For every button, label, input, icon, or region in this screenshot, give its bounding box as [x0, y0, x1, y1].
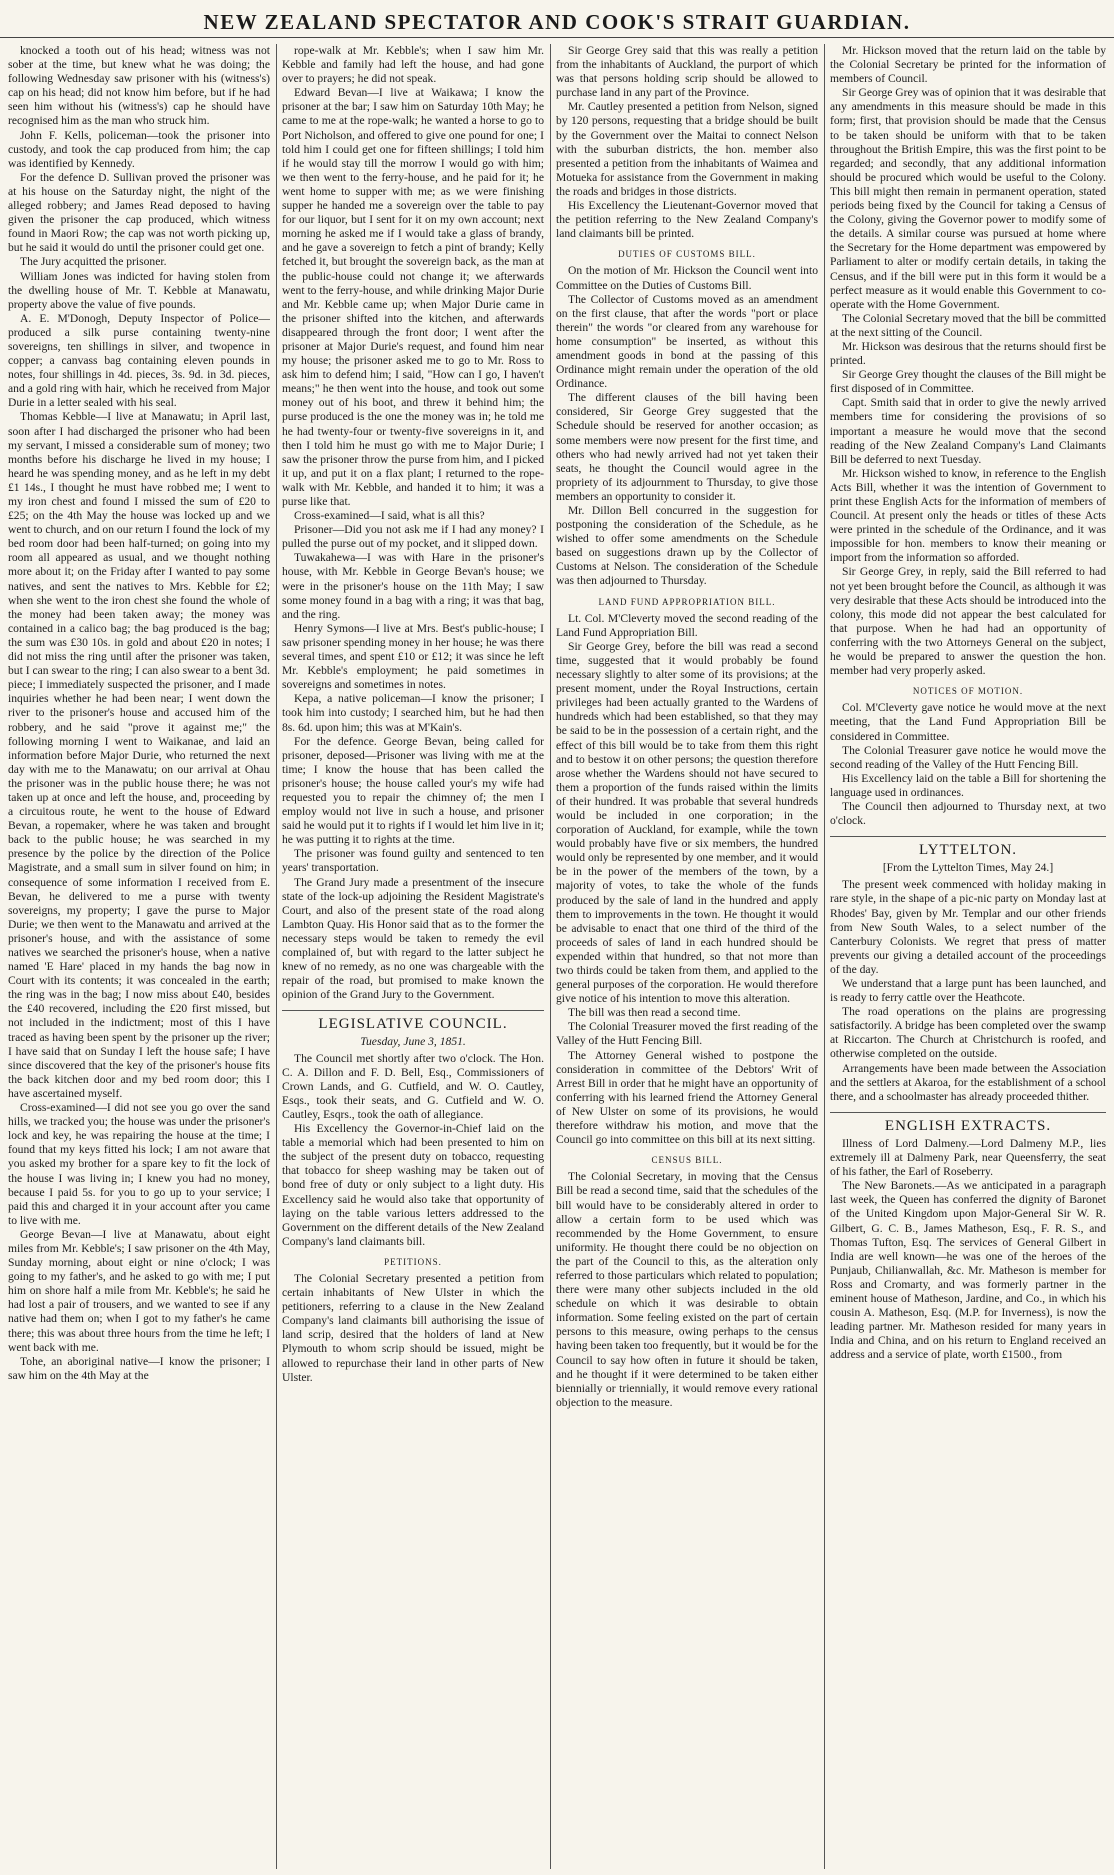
paragraph: Thomas Kebble—I live at Manawatu; in April last, soon after I had discharged the prisoner who had been my servant, I missed a considerable sum of money; two months before his discharge he lived in my house; I heard he was spending money, and as he left in my debt £1 14s., I thought he must have robbed me; I went to my iron chest and found I missed the sum of £20 to £25; on the 4th May the house was locked up and we went to church, and on our return I found the lock of my bed room door had been half-turned; on going into my room all appeared as usual, and we thought nothing more about it; on the Friday after I wanted to pay some natives, and sent the natives to Mrs. Kebble for £2; when she went to the iron chest she found the whole of the money had been taken away; the money was contained in a calico bag; the bag produced is the bag; the sum was £30 10s. in gold and about £20 in notes; I did not miss the ring until after the prisoner was taken, but I can swear to the ring; I can also swear to a bent 3d. piece; I immediately suspected the prisoner, and I made inquiries whether he had been near; I went down the river to the prisoner's house and accused him of the robbery, and he said "prove it against me;" the following morning I went to Waikanae, and laid an information before Major Durie, who returned the next day with me to the Manawatu; on our arrival at Ohau the prisoner was in the public house there; he was not taken up at once and left the house, and, proceeding by a circuitous route, he went to the house of Edward Bevan, a ropemaker, where he was taken and brought back to the public house; he was searched in my presence by the police by the direction of the Police Magistrate, and a small sum in silver found on him; in consequence of some information I received from E. Bevan, he delivered to me a purse with twenty sovereigns, my property; I gave the purse to Major Durie; we then went to the Manawatu and arrived at the prisoner's house, and with the assistance of some natives we searched the prisoner's house, when a native named 'E Hare' placed in my hands the bag now in Court with its contents; it was concealed in the earth; the ring was in the bag; I now miss about £40, besides the £40 recovered, including the £20 first missed, but not included in the indictment; most of this I have traced as having been spent by the prisoner up the river; I have said that on Sunday I left the house safe; I have since discovered that the key of the prisoner's house fits the back kitchen door and my bed room door; this I have ascertained myself.: [8, 410, 270, 1100]
paragraph: The Colonial Secretary moved that the bill be committed at the next sitting of the Council.: [830, 311, 1106, 339]
paragraph: Tohe, an aboriginal native—I know the prisoner; I saw him on the 4th May at the: [8, 1354, 270, 1382]
paragraph: We understand that a large punt has been launched, and is ready to ferry cattle over the Heathcote.: [830, 977, 1106, 1005]
column-4: [830, 44, 1106, 1869]
paragraph: The Jury acquitted the prisoner.: [20, 255, 167, 269]
paragraph: A. E. M'Donogh, Deputy Inspector of Police—produced a silk purse containing twenty-nine sovereigns, ten shillings in silver, and twopence in copper; a canvass bag containing eleven pounds in notes, four shillings in 4d. pieces, 3s. 9d. in 3d. pieces, and a gold ring with hair, which he received from Major Durie in a letter sealed with his seal.: [8, 311, 270, 410]
subheading-customs-bill: DUTIES OF CUSTOMS BILL.: [618, 249, 756, 260]
paragraph: Sir George Grey thought the clauses of the Bill might be first disposed of in Committee.: [830, 368, 1106, 396]
paragraph: The Colonial Secretary presented a petition from certain inhabitants of New Ulster in which the petitioners, referring to a clause in the New Zealand Company's land claimants bill authorising the issue of land scrip, desired that the holders of land at New Plymouth to whom scrip should be issued, might be allowed to repurchase their land in other parts of New Ulster.: [282, 1271, 544, 1384]
paragraph: Cross-examined—I said, what is all this?: [294, 509, 485, 523]
paragraph: His Excellency laid on the table a Bill for shortening the language used in ordinances.: [830, 771, 1106, 799]
dateline: Tuesday, June 3, 1851.: [360, 1035, 466, 1049]
subheading-petitions: PETITIONS.: [384, 1256, 442, 1267]
paragraph: Edward Bevan—I live at Waikawa; I know the prisoner at the bar; I saw him on Saturday 10th May; he came to me at the rope-walk; he wanted a horse to go to Port Nicholson, and offered to give one pound for one; I told him I could get one for fifteen shillings; I told him if he would stay till the morrow I would go with him; we then went to the ferry-house, and he paid for it; he went home to supper with me; as we were finishing supper he handed me a sovereign over the table to pay for our liquor, but I sent for it on my own account; next morning he asked me if I would take a glass of brandy, and he gave a sovereign to fetch a pint of brandy; Kelly fetched it, but brought the sovereign back, as the man at the public-house could not change it; we afterwards went to the ferry-house, and while drinking Major Durie and Mr. Kebble came up; when Major Durie came in the prisoner shifted into the kitchen, and afterwards disappeared through the front door; I went after the prisoner at Major Durie's request, and found him near my house; the prisoner asked me to go to Mr. Ross to ask him to defend him; I said, "How can I go, I haven't means;" he then went into the house, and took out some money out of his boot, and threw it behind him; the purse produced is the one the money was in; he told me he had twenty-four or twenty-five sovereigns in it, and then I told him he must go with me to Major Durie; I saw the prisoner throw the purse from him, and I picked it up, and put it on a flax plant; I returned to the rope-walk with Mr. Kebble, and handed it to him; it was a purse like that.: [282, 86, 544, 508]
paragraph: Lt. Col. M'Cleverty moved the second reading of the Land Fund Appropriation Bill.: [556, 611, 818, 639]
paragraph: The Colonial Secretary, in moving that the Census Bill be read a second time, said that the schedules of the bill would have to be considerably altered in order to allow a certain form to be used which was recommended by the Home Government, to ensure uniformity. He thought there could be no objection on the part of the Council to this, as the alteration only referred to those particulars which related to population; there were many other subjects included in the old schedule on which it was desirable to obtain information. Some feeling existed on the part of certain persons to this measure, owing perhaps to the census having been taken too frequently, but it would be for the Council to say how often in future it should be taken, and he thought if it were determined to be taken either biennially or triennially, it would remove every rational objection to the measure.: [556, 1170, 818, 1409]
subheading-land-fund-bill: LAND FUND APPROPRIATION BILL.: [598, 596, 776, 607]
section-heading-lyttelton: LYTTELTON.: [830, 836, 1106, 857]
section-heading-english-extracts: ENGLISH EXTRACTS.: [830, 1112, 1106, 1133]
paragraph: John F. Kells, policeman—took the prisoner into custody, and took the cap produced from him; the cap was identified by Kennedy.: [8, 128, 270, 170]
paragraph: Mr. Hickson wished to know, in reference to the English Acts Bill, whether it was the intention of Government to print these English Acts for the information of members of Council. At present only the heads or titles of these Acts were printed in the schedule of the Ordinance, and it was impossible for hon. members to know their meaning or import from the information so afforded.: [830, 466, 1106, 565]
paragraph: Illness of Lord Dalmeny.—Lord Dalmeny M.P., lies extremely ill at Dalmeny Park, near Queensferry, the seat of his father, the Earl of Roseberry.: [830, 1136, 1106, 1179]
paragraph: His Excellency the Lieutenant-Governor moved that the petition referring to the New Zealand Company's land claimants bill be printed.: [556, 199, 818, 241]
paragraph: The Grand Jury made a presentment of the insecure state of the lock-up adjoining the Resident Magistrate's Court, and also of the present state of the road along Lambton Quay. His Honor said that as to the former the necessary steps would be taken to remedy the evil complained of, but with regard to the latter subject he knew of no remedy, as no one was chargeable with the repair of the road, but promised to make known the opinion of the Grand Jury to the Government.: [282, 875, 544, 1002]
paragraph: Sir George Grey was of opinion that it was desirable that any amendments in this measure should be made in this form; first, that provision should be made that the Census to be taken should be uniform with that to be taken throughout the British Empire, this was the first point to be regarded; and secondly, that any additional information should be procured which would be useful to the Colony. This bill might then remain in permanent operation, stated periods being fixed by the Council for taking a Census of the Colony, giving the Governor power to modify some of the details. A similar course was pursued at home where the Secretary for the Home department was empowered by Parliament to alter or modify certain details, in taking the Census, and if the bill were put in this form it would be a perfect measure as it would enable this Government to co-operate with the Home Government.: [830, 86, 1106, 311]
paragraph: Mr. Hickson was desirous that the returns should first be printed.: [830, 339, 1106, 368]
paragraph: Sir George Grey said that this was really a petition from the inhabitants of Auckland, the purport of which was that persons holding scrip should be allowed to purchase land in any part of the Province.: [556, 44, 818, 100]
column-rule: [824, 44, 825, 1869]
paragraph: The bill was then read a second time.: [568, 1006, 741, 1020]
paragraph: The prisoner was found guilty and sentenced to ten years' transportation.: [282, 847, 544, 875]
paragraph: His Excellency the Governor-in-Chief laid on the table a memorial which had been presented to him on the subject of the present duty on tobacco, requesting that tobacco for sheep washing may be taken out of bond free of duty or only subject to a light duty. His Excellency said he would also take that opportunity of laying on the table various letters addressed to the Government on the different details of the New Zealand Company's land claimants bill.: [282, 1122, 544, 1248]
paragraph: The New Baronets.—As we anticipated in a paragraph last week, the Queen has conferred the dignity of Baronet of the United Kingdom upon Major-General Sir W. R. Gilbert, G. C. B., James Matheson, Esq., F. R. S., and Thomas Tufton, Esq. The services of General Gilbert in India are well known—he was one of the heroes of the Punjaub, Chilianwallah, &c. Mr. Matheson is member for Ross and Cromarty, and was formerly partner in the eminent house of Matheson, Jardine, and Co., in which his cousin A. Matheson, Esq. (M.P. for Inverness), is now the leading partner. Mr. Matheson resided for many years in India and China, and on his return to England received an address and a service of plate, worth £1500., from: [830, 1179, 1106, 1362]
paragraph: On the motion of Mr. Hickson the Council went into Committee on the Duties of Customs Bill.: [556, 264, 818, 292]
paragraph: The present week commenced with holiday making in rare style, in the shape of a pic-nic party on Monday last at Rhodes' Bay, given by Mr. Templar and our other friends from New South Wales, to a select number of the Canterbury Colonists. We regret that press of matter prevents our giving a detailed account of the proceedings of the day.: [830, 878, 1106, 976]
subheading-census-bill: CENSUS BILL.: [651, 1155, 723, 1166]
paragraph: Sir George Grey, before the bill was read a second time, suggested that it would probably be found necessary slightly to alter some of its provisions; at the present moment, under the Royal Instructions, certain privileges had been actually granted to the Wardens of hundreds which had been established, so that they may be said to be in the possession of a certain right, and the effect of this bill would be to take from them this right and to bestow it on other persons; the question therefore arose whether the Wardens should not have secured to them a proportion of the funds raised within the limits of their hundred. It was probable that several hundreds would be included in one corporation; in the corporation of Auckland, for example, while the town would probably have five or six members, the hundred would only be represented by one member, and it would be in the power of the members of the town, by a majority of votes, to take the whole of the funds produced by the sale of land in the hundred and apply them to improvements in the town. He thought it would be advisable to enact that one third of the third of the proceeds of sales of land in each hundred should be expended within that hundred, so that not more than two thirds could be taken from them, and applied to the general purposes of the corporation. He would therefore give notice of his intention to move this alteration.: [556, 639, 818, 1006]
column-rule: [550, 44, 551, 1869]
paragraph: The Attorney General wished to postpone the consideration in committee of the Debtors' Writ of Arrest Bill in order that he might have an opportunity of conferring with his learned friend the Attorney General of New Ulster on some of its provisions, he would therefore withdraw his motion, and move that the Council go into committee on this bill at its next sitting.: [556, 1048, 818, 1147]
section-heading-legislative-council: LEGISLATIVE COUNCIL.: [282, 1010, 544, 1031]
paragraph: Kepa, a native policeman—I know the prisoner; I took him into custody; I searched him, but he had then 8s. 6d. upon him; this was at M'Kain's.: [282, 692, 544, 734]
paragraph: Henry Symons—I live at Mrs. Best's public-house; I saw prisoner spending money in her house; he was there several times, and spent £10 or £12; it was since he left Mr. Kebble's employment; he paid sometimes in sovereigns and sometimes in notes.: [282, 621, 544, 692]
column-2: [282, 44, 544, 1869]
source-line: [From the Lyttelton Times, May 24.]: [882, 861, 1054, 875]
paragraph: William Jones was indicted for having stolen from the dwelling house of Mr. T. Kebble at Manawatu, property above the value of five pounds.: [8, 269, 270, 311]
paragraph: For the defence. George Bevan, being called for prisoner, deposed—Prisoner was living with me at the time; I know the house that has been called the prisoner's house; the house called your's my wife had requested you to repair the chimney of; the men I employ would not live in such a house, and prisoner said he would put it to rights if I would let him live in it; he was putting it to rights at the time.: [282, 734, 544, 847]
paragraph: The different clauses of the bill having been considered, Sir George Grey suggested that the Schedule should be reserved for another occasion; as some members were now present for the first time, and others who had newly arrived had not yet taken their seats, he thought the Council would agree in the propriety of its adjournment to Thursday, to give those members an opportunity to consider it.: [556, 391, 818, 503]
column-3: [556, 44, 818, 1869]
paragraph: Mr. Dillon Bell concurred in the suggestion for postponing the consideration of the Schedule, as he wished to offer some amendments on the Schedule based on suggestions drawn up by the Collector of Customs at Nelson. The consideration of the Schedule was then adjourned to Thursday.: [556, 504, 818, 588]
paragraph: Capt. Smith said that in order to give the newly arrived members time for considering the provisions of so important a measure he would move that the second reading of the New Zealand Company's Land Claimants Bill be deferred to next Tuesday.: [830, 396, 1106, 466]
paragraph: The Colonial Treasurer moved the first reading of the Valley of the Hutt Fencing Bill.: [556, 1020, 818, 1048]
paragraph: The Colonial Treasurer gave notice he would move the second reading of the Valley of the Hutt Fencing Bill.: [830, 743, 1106, 771]
paragraph: The Council met shortly after two o'clock. The Hon. C. A. Dillon and F. D. Bell, Esq., Commissioners of Crown Lands, and G. Cutfield, and W. O. Cautley, Esqs., took their seats, and G. Cutfield and W. O. Cautley, Esqrs., took the oath of allegiance.: [282, 1051, 544, 1121]
column-rule: [276, 44, 277, 1869]
paragraph: Mr. Cautley presented a petition from Nelson, signed by 120 persons, requesting that a bridge should be built by the Government over the Maitai to connect Nelson with the suburban districts, the hon. member also presented a petition from the inhabitants of Waimea and Motueka for assistance from the Government in making the roads and bridges in those districts.: [556, 100, 818, 198]
paragraph: Tuwakahewa—I was with Hare in the prisoner's house, with Mr. Kebble in George Bevan's house; we were in the prisoner's house on the 11th May; I saw some money found in a bag with a ring; it was that bag, and the ring.: [282, 551, 544, 621]
paragraph: Mr. Hickson moved that the return laid on the table by the Colonial Secretary be printed for the information of members of Council.: [830, 44, 1106, 86]
paragraph: Arrangements have been made between the Association and the settlers at Akaroa, for the establishment of a school there, and a schoolmaster has already proceeded thither.: [830, 1061, 1106, 1103]
masthead: [0, 0, 1114, 38]
paragraph: knocked a tooth out of his head; witness was not sober at the time, but knew what he was doing; the following Wednesday saw prisoner with his (witness's) cap on his head; did not know him before, but if he had seen him without his (witness's) cap he should have recognised him as the man who struck him.: [8, 44, 270, 128]
column-1: [8, 44, 270, 1869]
subheading-notices-of-motion: NOTICES OF MOTION.: [912, 686, 1024, 697]
paragraph: Cross-examined—I did not see you go over the sand hills, we tracked you; the house was under the prisoner's lock and key, he was repairing the house at the time; I found that my keys fitted his lock; I am not aware that you asked my brother for a spare key to fit the lock of the house I was living in; I knew you had no money, because I paid 5s. for you to go up to your service; I paid this and charged it in your account after you came to live with me.: [8, 1101, 270, 1227]
paragraph: George Bevan—I live at Manawatu, about eight miles from Mr. Kebble's; I saw prisoner on the 4th May, Sunday morning, about eight or nine o'clock; I was going to my father's, and he asked to go with me; I put him on shore half a mile from Mr. Kebble's; he said he had lost a pair of trousers, and we wanted to see if any native had them on; when I got to my father's he came there; this was about three hours from the time he left; I went back with me.: [8, 1227, 270, 1354]
paragraph: The Collector of Customs moved as an amendment on the first clause, that after the words "port or place therein" the words "or cleared from any warehouse for home consumption" be inserted, as without this amendment goods in bond at the passing of this Ordinance might remain under the operation of the old Ordinance.: [556, 292, 818, 391]
paragraph: rope-walk at Mr. Kebble's; when I saw him Mr. Kebble and family had left the house, and had gone over to prayers; he did not speak.: [282, 44, 544, 86]
newspaper-title: NEW ZEALAND SPECTATOR AND COOK'S STRAIT GUARDIAN.: [203, 10, 911, 34]
paragraph: For the defence D. Sullivan proved the prisoner was at his house on the Saturday night, the night of the alleged robbery; and James Read deposed to having given the prisoner the cap produced, which witness found in Maori Row; the cap was not worth picking up, but he said it would do until the prisoner could get one.: [8, 170, 270, 255]
paragraph: Col. M'Cleverty gave notice he would move at the next meeting, that the Land Fund Appropriation Bill be considered in Committee.: [830, 701, 1106, 743]
paragraph: Sir George Grey, in reply, said the Bill referred to had not yet been brought before the Council, as although it was very desirable that these Acts should be introduced into the colony, this mode did not appear the best calculated for that purpose. When he had had an opportunity of conferring with the two Attorneys General on the subject, he would be prepared to answer the question the hon. member had very properly asked.: [830, 565, 1106, 678]
paragraph: The Council then adjourned to Thursday next, at two o'clock.: [830, 799, 1106, 828]
paragraph: Prisoner—Did you not ask me if I had any money? I pulled the purse out of my pocket, and it slipped down.: [282, 523, 544, 551]
paragraph: The road operations on the plains are progressing satisfactorily. A bridge has been completed over the swamp at Riccarton. The Church at Christchurch is roofed, and otherwise completed on the outside.: [830, 1005, 1106, 1061]
